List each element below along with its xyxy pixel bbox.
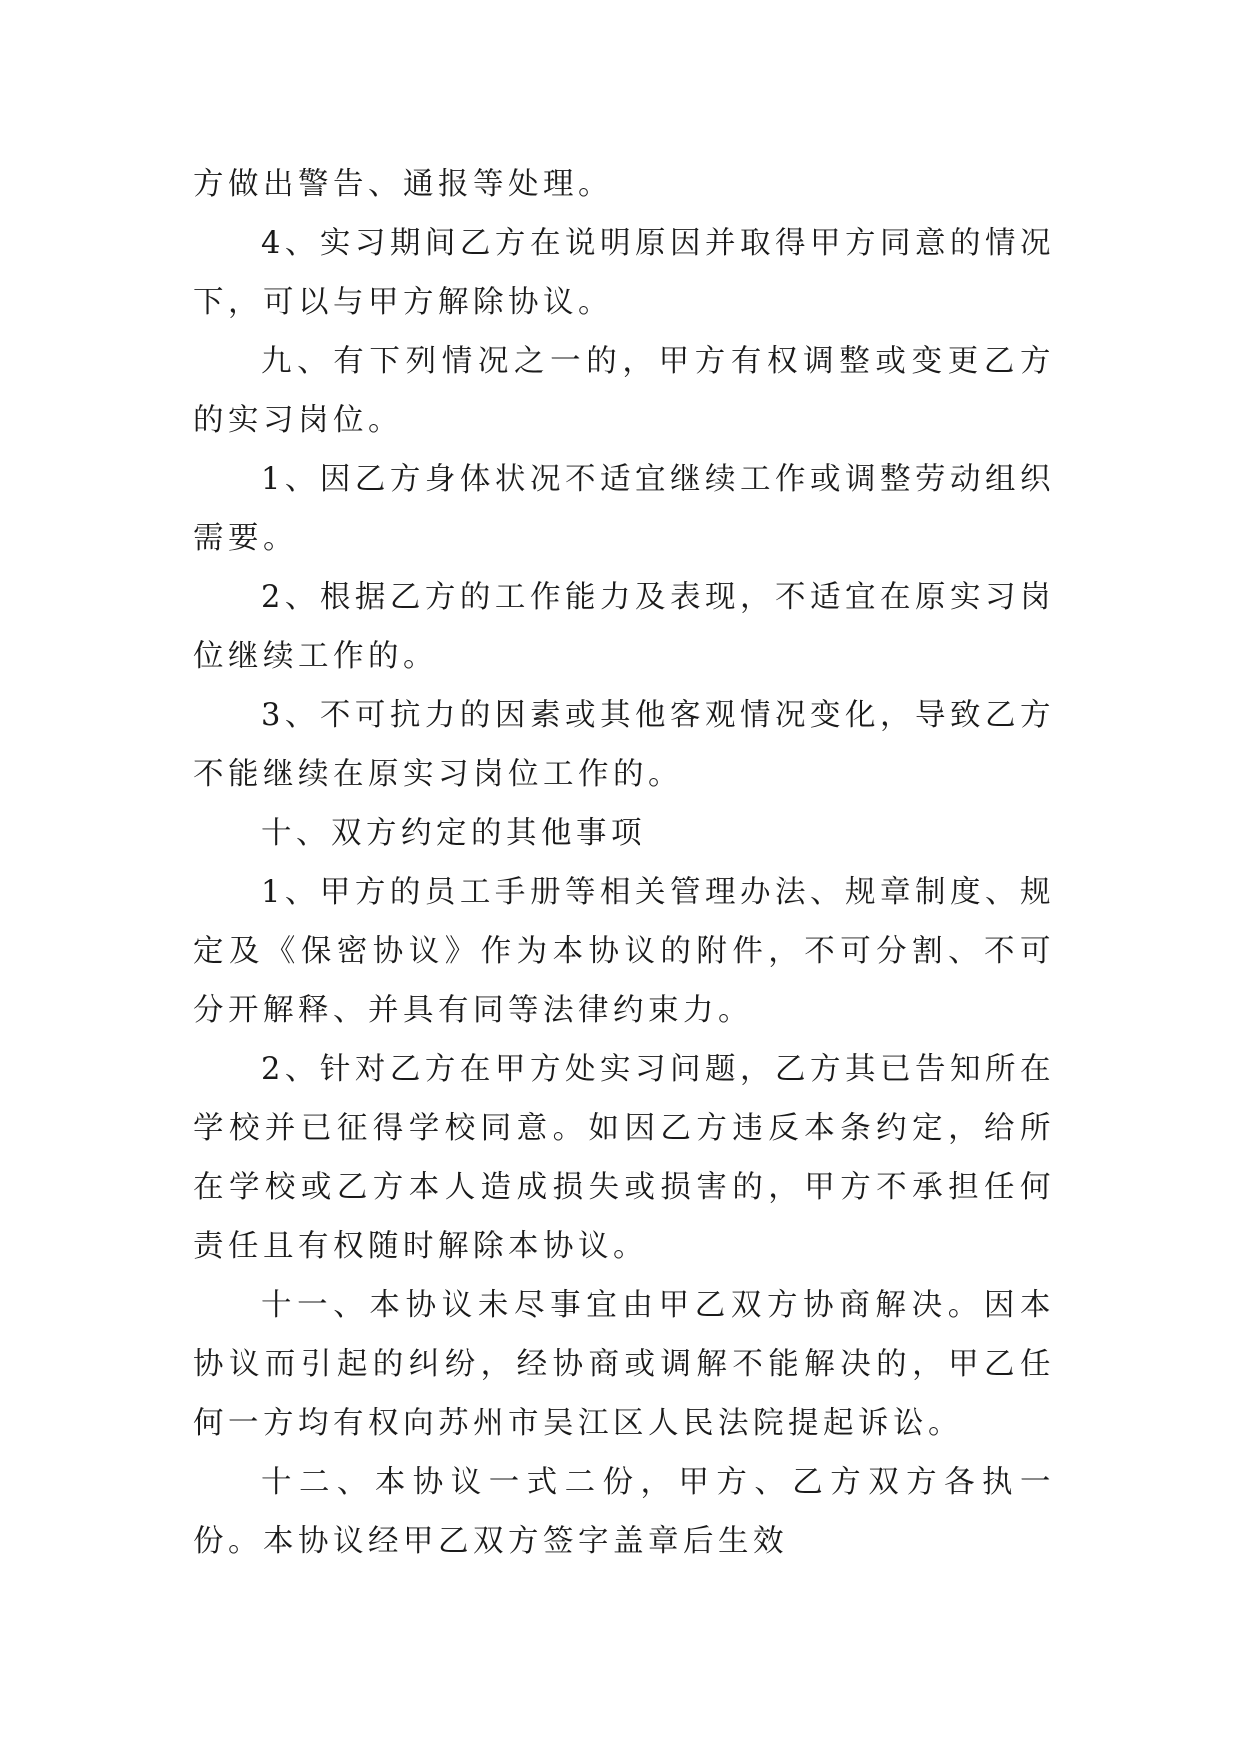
paragraph: 十、双方约定的其他事项 — [261, 816, 646, 851]
paragraph: 2、针对乙方在甲方处实习问题，乙方其已告知所在学校并已征得学校同意。如因乙方违反本条约定，给所在学校或乙方本人造成损失或损害的，甲方不承担任何责任且有权随时解除本协议。 — [193, 1052, 1055, 1264]
paragraph: 九、有下列情况之一的，甲方有权调整或变更乙方的实习岗位。 — [193, 344, 1055, 438]
paragraph: 1、因乙方身体状况不适宜继续工作或调整劳动组织需要。 — [193, 462, 1055, 556]
paragraph: 方做出警告、通报等处理。 — [193, 167, 613, 202]
paragraph: 1、甲方的员工手册等相关管理办法、规章制度、规定及《保密协议》作为本协议的附件，不可分割、不可分开解释、并具有同等法律约束力。 — [193, 875, 1055, 1028]
paragraph: 4、实习期间乙方在说明原因并取得甲方同意的情况下，可以与甲方解除协议。 — [193, 226, 1055, 320]
paragraph: 2、根据乙方的工作能力及表现，不适宜在原实习岗位继续工作的。 — [193, 580, 1055, 674]
paragraph: 十二、本协议一式二份，甲方、乙方双方各执一份。本协议经甲乙双方签字盖章后生效 — [193, 1465, 1055, 1559]
document-body — [193, 155, 1055, 1571]
paragraph: 3、不可抗力的因素或其他客观情况变化，导致乙方不能继续在原实习岗位工作的。 — [193, 698, 1055, 792]
paragraph: 十一、本协议未尽事宜由甲乙双方协商解决。因本协议而引起的纠纷，经协商或调解不能解决的，甲乙任何一方均有权向苏州市吴江区人民法院提起诉讼。 — [193, 1288, 1055, 1441]
